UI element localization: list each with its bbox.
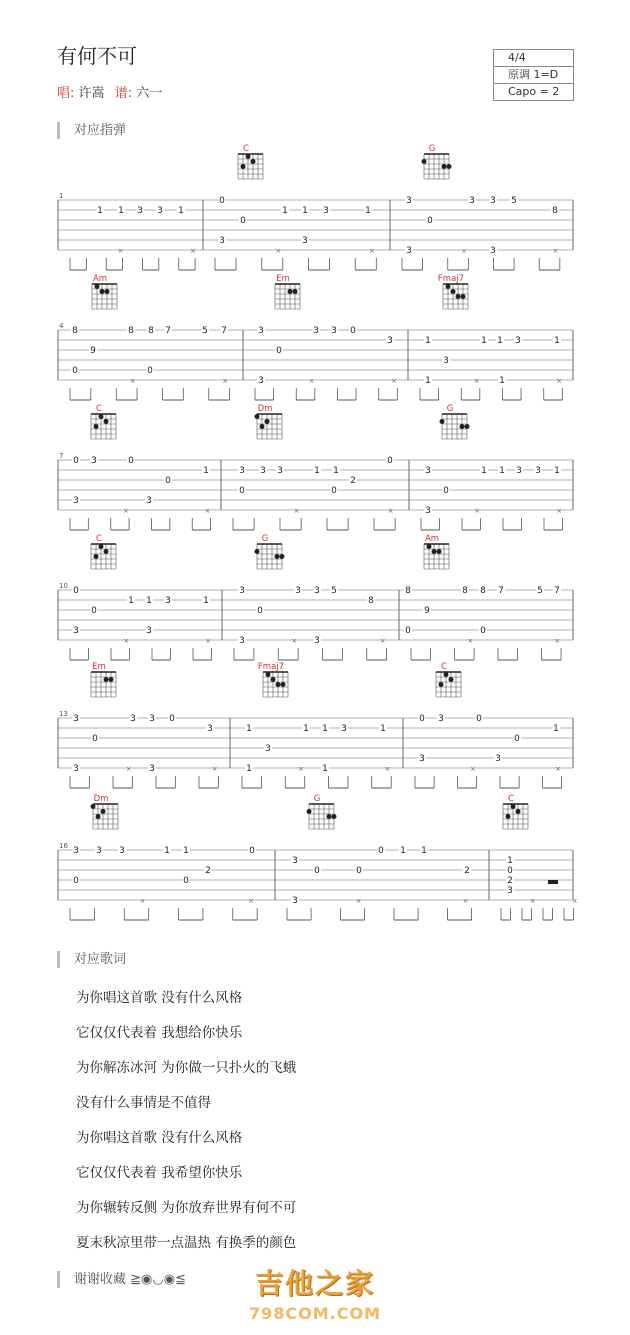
tab-note: 0 xyxy=(356,866,362,876)
tab-note: 3 xyxy=(516,466,522,476)
tab-note: 1 xyxy=(497,336,503,346)
muted-mark: × xyxy=(391,377,397,385)
lyric-line: 夏末秋凉里带一点温热 有换季的颜色 xyxy=(76,1235,297,1251)
tab-note: 3 xyxy=(73,626,79,636)
muted-mark: × xyxy=(554,637,561,645)
chord-name: Em xyxy=(276,274,290,284)
measure-number: 16 xyxy=(59,842,68,850)
tab-note: 3 xyxy=(443,356,449,366)
tab-note: 8 xyxy=(72,326,78,336)
tab-note: 0 xyxy=(427,216,433,226)
chord-name: Em xyxy=(92,662,106,672)
muted-mark: × xyxy=(205,637,212,645)
tab-note: 1 xyxy=(128,596,134,606)
measure-number: 13 xyxy=(59,710,68,718)
muted-mark: × xyxy=(556,507,563,515)
tab-note: 8 xyxy=(462,586,468,596)
tab-note: 0 xyxy=(331,486,337,496)
muted-mark: × xyxy=(556,377,562,385)
tab-note: 7 xyxy=(498,586,504,596)
chord-name: C xyxy=(96,534,102,544)
tab-note: 1 xyxy=(282,206,288,216)
tab-note: 3 xyxy=(292,896,298,906)
tab-note: 5 xyxy=(511,196,517,206)
tab-note: 0 xyxy=(91,606,97,616)
chord-name: C xyxy=(243,144,249,154)
lyric-line: 它仅仅代表着 我想给你快乐 xyxy=(76,1025,243,1041)
chord-name: Am xyxy=(424,534,440,544)
muted-mark: × xyxy=(298,765,304,773)
tab-note: 3 xyxy=(146,626,152,636)
chord-name: Am xyxy=(92,274,108,284)
chord-dot xyxy=(506,814,511,819)
chord-dot xyxy=(96,814,101,819)
chord-dot xyxy=(293,289,298,294)
chord-dot xyxy=(511,804,516,809)
muted-mark: × xyxy=(211,765,218,773)
tab-note: 1 xyxy=(553,724,559,734)
chord-name: G xyxy=(446,404,454,414)
chord-dot xyxy=(432,549,437,554)
chord-dot xyxy=(327,814,332,819)
muted-mark: × xyxy=(571,897,578,905)
chord-dot xyxy=(255,414,260,419)
tab-note: 3 xyxy=(314,586,320,596)
chord-dot xyxy=(105,289,110,294)
tab-note: 3 xyxy=(73,496,79,506)
chord-dot xyxy=(437,549,442,554)
singer-label: 唱: xyxy=(57,86,75,101)
measure-number: 7 xyxy=(59,452,64,460)
chord-dot xyxy=(427,544,432,549)
chord-dot xyxy=(444,672,449,677)
tab-note: 3 xyxy=(130,714,136,724)
tab-note: 3 xyxy=(406,246,412,256)
muted-mark: × xyxy=(368,247,375,255)
chord-name: C xyxy=(96,404,102,414)
tab-note: 9 xyxy=(90,346,96,356)
chord-name: C xyxy=(441,662,447,672)
chord-dot xyxy=(280,554,285,559)
measure-number: 4 xyxy=(59,322,64,330)
muted-mark: × xyxy=(461,247,467,255)
thanks-note: 谢谢收藏 ≧◉◡◉≦ xyxy=(57,1271,186,1288)
muted-mark: × xyxy=(248,897,254,905)
tab-note: 0 xyxy=(314,866,320,876)
singer-name: 许嵩 xyxy=(78,86,105,101)
lyrics-section-title: 对应歌词 xyxy=(57,951,126,968)
tab-note: 0 xyxy=(240,216,246,226)
tab-note: 1 xyxy=(314,466,320,476)
tab-note: 3 xyxy=(341,724,347,734)
tab-note: 3 xyxy=(119,846,125,856)
tab-note: 1 xyxy=(246,724,252,734)
chord-dot xyxy=(95,284,100,289)
tab-note: 3 xyxy=(425,506,431,516)
chord-dot xyxy=(446,284,451,289)
site-watermark xyxy=(225,1262,405,1323)
tab-note: 0 xyxy=(257,606,263,616)
muted-mark: × xyxy=(384,765,391,773)
tab-note: 0 xyxy=(514,734,520,744)
tab-note: 8 xyxy=(480,586,486,596)
tab-note: 3 xyxy=(149,764,155,774)
tab-note: 3 xyxy=(387,336,393,346)
muted-mark: × xyxy=(387,507,394,515)
muted-mark: × xyxy=(467,637,474,645)
tab-note: 0 xyxy=(169,714,175,724)
tab-note: 1 xyxy=(97,206,103,216)
tab-note: 0 xyxy=(350,326,356,336)
tab-note: 1 xyxy=(178,206,184,216)
tab-note: 7 xyxy=(165,326,171,336)
muted-mark: × xyxy=(129,377,136,385)
chord-dot xyxy=(265,419,270,424)
time-signature: 4/4 xyxy=(508,51,526,64)
tab-note: 1 xyxy=(421,846,427,856)
tab-note: 3 xyxy=(258,326,264,336)
chord-dot xyxy=(91,804,96,809)
tab-note: 8 xyxy=(368,596,374,606)
tab-note: 3 xyxy=(96,846,102,856)
tab-note: 3 xyxy=(507,886,513,896)
muted-mark: × xyxy=(555,765,561,773)
tab-note: 3 xyxy=(219,236,225,246)
chord-dot xyxy=(447,164,452,169)
tab-note: 3 xyxy=(91,456,97,466)
muted-mark: × xyxy=(122,507,129,515)
tab-note: 0 xyxy=(378,846,384,856)
song-title: 有何不可 xyxy=(57,44,137,68)
tab-note: 1 xyxy=(400,846,406,856)
muted-mark: × xyxy=(552,247,559,255)
tab-note: 3 xyxy=(419,754,425,764)
muted-mark: × xyxy=(473,377,480,385)
tab-note: 1 xyxy=(203,466,209,476)
tab-note: 8 xyxy=(128,326,134,336)
muted-mark: × xyxy=(125,765,132,773)
tab-note: 3 xyxy=(438,714,444,724)
tab-note: 1 xyxy=(322,724,328,734)
muted-mark: × xyxy=(529,897,536,905)
tab-note: 1 xyxy=(118,206,124,216)
tab-note: 3 xyxy=(265,744,271,754)
final-rest xyxy=(548,880,558,884)
tab-note: 3 xyxy=(535,466,541,476)
chord-dot xyxy=(332,814,337,819)
tab-note: 8 xyxy=(405,586,411,596)
tab-note: 2 xyxy=(464,866,470,876)
tab-note: 1 xyxy=(380,724,386,734)
tab-note: 1 xyxy=(203,596,209,606)
chord-dot xyxy=(442,164,447,169)
tab-note: 3 xyxy=(425,466,431,476)
tab-note: 1 xyxy=(481,466,487,476)
lyric-line: 为你唱这首歌 没有什么风格 xyxy=(76,990,243,1006)
original-key: 原调 1=D xyxy=(494,66,573,83)
tab-note: 1 xyxy=(246,764,252,774)
tab-note: 3 xyxy=(490,196,496,206)
muted-mark: × xyxy=(474,507,481,515)
chord-dot xyxy=(246,154,251,159)
tab-section-title: 对应指弹 xyxy=(57,122,126,139)
tab-note: 1 xyxy=(554,466,560,476)
tab-note: 9 xyxy=(424,606,430,616)
tab-note: 7 xyxy=(554,586,560,596)
muted-mark: × xyxy=(222,377,229,385)
watermark-logo: 吉他之家 xyxy=(254,1267,375,1300)
tab-note: 2 xyxy=(350,476,356,486)
tab-note: 3 xyxy=(313,326,319,336)
chord-name: G xyxy=(261,534,269,544)
arranger-name: 六一 xyxy=(136,86,163,101)
chord-dot xyxy=(99,414,104,419)
muted-mark: × xyxy=(470,765,476,773)
tab-note: 1 xyxy=(365,206,371,216)
tab-note: 3 xyxy=(146,496,152,506)
tab-note: 7 xyxy=(221,326,227,336)
tab-note: 1 xyxy=(425,376,431,386)
tab-note: 3 xyxy=(73,764,79,774)
tab-note: 0 xyxy=(219,196,225,206)
tab-note: 3 xyxy=(515,336,521,346)
measure-number: 1 xyxy=(59,192,64,200)
tab-note: 0 xyxy=(183,876,189,886)
tab-note: 3 xyxy=(137,206,143,216)
tab-note: 0 xyxy=(507,866,513,876)
tab-note: 3 xyxy=(490,246,496,256)
chord-dot xyxy=(271,677,276,682)
chord-name: C xyxy=(508,794,514,804)
tab-note: 3 xyxy=(149,714,155,724)
chord-dot xyxy=(461,294,466,299)
tab-note: 0 xyxy=(419,714,425,724)
chord-dot xyxy=(266,672,271,677)
tab-note: 3 xyxy=(165,596,171,606)
tab-note: 1 xyxy=(303,724,309,734)
muted-mark: × xyxy=(117,247,124,255)
muted-mark: × xyxy=(139,897,146,905)
tab-note: 2 xyxy=(205,866,211,876)
tab-note: 0 xyxy=(128,456,134,466)
chord-dot xyxy=(99,544,104,549)
tab-note: 1 xyxy=(302,206,308,216)
capo: Capo = 2 xyxy=(494,83,573,100)
tab-note: 3 xyxy=(495,754,501,764)
chord-dot xyxy=(255,549,260,554)
chord-dot xyxy=(451,289,456,294)
chord-dot xyxy=(104,677,109,682)
chord-dot xyxy=(100,289,105,294)
tab-note: 8 xyxy=(552,206,558,216)
tab-note: 5 xyxy=(202,326,208,336)
tab-note: 0 xyxy=(476,714,482,724)
tab-note: 0 xyxy=(73,876,79,886)
chord-dot xyxy=(460,424,465,429)
tab-note: 3 xyxy=(302,236,308,246)
tab-note: 3 xyxy=(239,636,245,646)
chord-dot xyxy=(307,809,312,814)
chord-dot xyxy=(456,294,461,299)
chord-name: Fmaj7 xyxy=(257,662,285,672)
tab-note: 1 xyxy=(499,466,505,476)
tab-note: 1 xyxy=(333,466,339,476)
muted-mark: × xyxy=(189,247,196,255)
muted-mark: × xyxy=(291,637,298,645)
tab-note: 1 xyxy=(507,856,513,866)
tab-note: 2 xyxy=(507,876,513,886)
chord-name: G xyxy=(428,144,436,154)
arranger-label: 谱: xyxy=(114,86,133,101)
tab-note: 0 xyxy=(72,366,78,376)
tab-note: 0 xyxy=(276,346,282,356)
tab-note: 3 xyxy=(258,376,264,386)
chord-name: G xyxy=(313,794,321,804)
chord-name: Dm xyxy=(93,794,109,804)
chord-dot xyxy=(516,809,521,814)
tab-note: 3 xyxy=(207,724,213,734)
lyric-line: 没有什么事情是不值得 xyxy=(76,1095,211,1111)
tab-note: 0 xyxy=(249,846,255,856)
tab-note: 1 xyxy=(554,336,560,346)
watermark-url: 798COM.COM xyxy=(248,1304,381,1323)
tab-note: 0 xyxy=(405,626,411,636)
tab-note: 5 xyxy=(331,586,337,596)
lyric-line: 它仅仅代表着 我希望你快乐 xyxy=(76,1165,243,1181)
tab-note: 3 xyxy=(469,196,475,206)
chord-name: Fmaj7 xyxy=(437,274,465,284)
tab-note: 1 xyxy=(425,336,431,346)
tab-note: 3 xyxy=(73,714,79,724)
chord-dot xyxy=(449,677,454,682)
chord-name: Dm xyxy=(257,404,273,414)
chord-dot xyxy=(241,164,246,169)
tab-note: 3 xyxy=(292,856,298,866)
tab-note: 1 xyxy=(322,764,328,774)
tab-note: 3 xyxy=(331,326,337,336)
chord-dot xyxy=(260,424,265,429)
chord-dot xyxy=(440,419,445,424)
tab-note: 3 xyxy=(323,206,329,216)
chord-dot xyxy=(465,424,470,429)
chord-dot xyxy=(251,159,256,164)
tab-note: 0 xyxy=(387,456,393,466)
muted-mark: × xyxy=(308,377,315,385)
tab-note: 1 xyxy=(183,846,189,856)
lyric-line: 为你辗转反侧 为你放弃世界有何不可 xyxy=(76,1200,297,1216)
tab-note: 0 xyxy=(92,734,98,744)
tab-note: 3 xyxy=(239,466,245,476)
muted-mark: × xyxy=(275,247,282,255)
tab-note: 1 xyxy=(481,336,487,346)
tab-note: 0 xyxy=(73,586,79,596)
chord-dot xyxy=(439,682,444,687)
chord-dot xyxy=(281,682,286,687)
chord-dot xyxy=(275,554,280,559)
tab-note: 1 xyxy=(146,596,152,606)
tab-note: 3 xyxy=(260,466,266,476)
tab-note: 3 xyxy=(295,586,301,596)
muted-mark: × xyxy=(355,897,362,905)
tab-note: 1 xyxy=(499,376,505,386)
tab-note: 3 xyxy=(239,586,245,596)
chord-dot xyxy=(94,554,99,559)
tab-note: 0 xyxy=(73,456,79,466)
tab-note: 5 xyxy=(537,586,543,596)
chord-dot xyxy=(104,549,109,554)
tab-note: 0 xyxy=(443,486,449,496)
chord-dot xyxy=(288,289,293,294)
tab-note: 3 xyxy=(277,466,283,476)
chord-dot xyxy=(276,682,281,687)
muted-mark: × xyxy=(462,897,469,905)
chord-dot xyxy=(94,424,99,429)
tab-note: 1 xyxy=(164,846,170,856)
tab-note: 8 xyxy=(148,326,154,336)
tab-note: 0 xyxy=(165,476,171,486)
chord-dot xyxy=(109,677,114,682)
tab-note: 3 xyxy=(314,636,320,646)
muted-mark: × xyxy=(204,507,211,515)
tab-note: 3 xyxy=(73,846,79,856)
lyric-line: 为你解冻冰河 为你做一只扑火的飞蛾 xyxy=(76,1060,297,1076)
lyric-line: 为你唱这首歌 没有什么风格 xyxy=(76,1130,243,1146)
measure-number: 10 xyxy=(59,582,68,590)
muted-mark: × xyxy=(123,637,130,645)
muted-mark: × xyxy=(379,637,386,645)
tab-note: 3 xyxy=(406,196,412,206)
tab-note: 0 xyxy=(147,366,153,376)
chord-dot xyxy=(101,809,106,814)
muted-mark: × xyxy=(293,507,300,515)
chord-dot xyxy=(104,419,109,424)
chord-dot xyxy=(422,159,427,164)
tab-note: 3 xyxy=(157,206,163,216)
tab-note: 0 xyxy=(239,486,245,496)
tab-note: 0 xyxy=(480,626,486,636)
